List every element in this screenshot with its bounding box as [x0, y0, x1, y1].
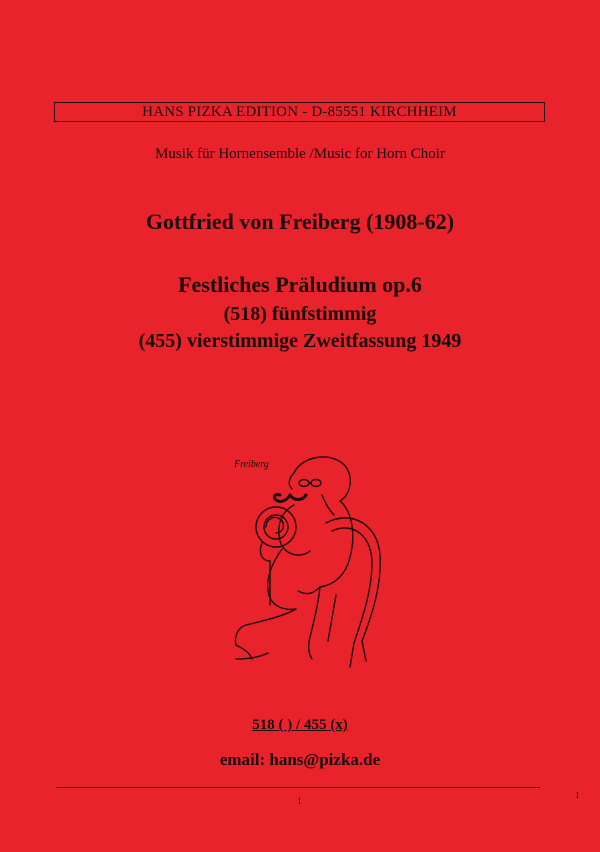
svg-text:Freiberg: Freiberg [234, 459, 269, 470]
version-line-1: (518) fünfstimmig [223, 303, 377, 325]
work-title: Festliches Präludium op.6 [178, 272, 422, 297]
corner-mark: 1 [575, 790, 580, 800]
ensemble-subtitle: Musik für Hornensemble /Music for Horn Choir [155, 146, 445, 162]
horn-player-drawing-icon [222, 445, 392, 685]
catalog-numbers: 518 ( ) / 455 (x) [252, 717, 348, 733]
page-mark: 1 [297, 796, 302, 806]
footer-divider [56, 787, 540, 788]
publisher-banner [54, 102, 545, 122]
version-line-2: (455) vierstimmige Zweitfassung 1949 [138, 330, 462, 352]
publisher-label: HANS PIZKA EDITION - D-85551 KIRCHHEIM [142, 103, 457, 120]
composer-name: Gottfried von Freiberg (1908-62) [145, 209, 455, 234]
contact-email: email: hans@pizka.de [219, 750, 381, 769]
